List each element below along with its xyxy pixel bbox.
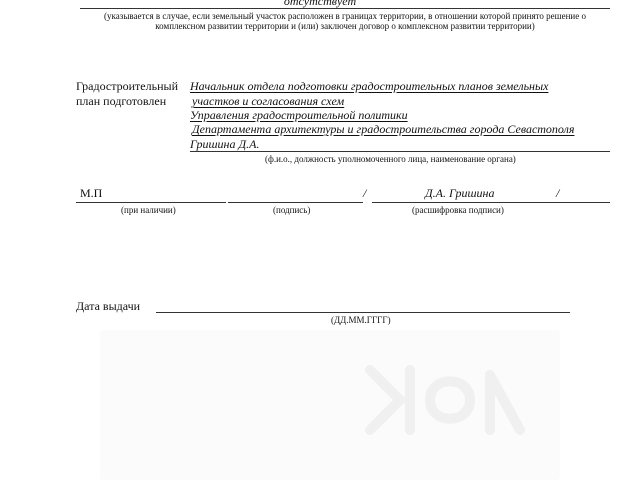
status-value: отсутствует bbox=[283, 0, 357, 8]
stamp-line bbox=[76, 202, 226, 203]
status-underline bbox=[80, 8, 610, 9]
decode-caption: (расшифровка подписи) bbox=[412, 205, 504, 215]
status-note: (указывается в случае, если земельный участок расположен в границах территории, в отношении которой принято решение о комплексном развитии территории и (или) заключен договор о комплексном развитии территории) bbox=[104, 11, 586, 31]
stamp-label: М.П bbox=[80, 186, 103, 200]
slash-right: / bbox=[556, 186, 560, 200]
prepared-label-line2: план подготовлен bbox=[76, 94, 167, 108]
signature-caption: (подпись) bbox=[273, 205, 311, 215]
issue-date-label: Дата выдачи bbox=[76, 299, 141, 313]
prepared-line-2: участков и согласования схем bbox=[192, 94, 345, 108]
decode-line bbox=[372, 202, 610, 203]
issue-date-caption: (ДД.ММ.ГГГГ) bbox=[331, 315, 391, 325]
prepared-underline bbox=[190, 151, 610, 152]
watermark-logo bbox=[100, 330, 560, 480]
prepared-caption: (ф.и.о., должность уполномоченного лица, наименование органа) bbox=[265, 154, 516, 164]
prepared-line-4: Департамента архитектуры и градостроительства города Севастополя bbox=[192, 122, 575, 136]
issue-date-line bbox=[156, 312, 570, 313]
slash-left: / bbox=[363, 186, 367, 200]
signer-name: Д.А. Гришина bbox=[425, 186, 495, 200]
prepared-line-5: Гришина Д.А. bbox=[190, 137, 260, 151]
prepared-line-1: Начальник отдела подготовки градостроительных планов земельных bbox=[190, 79, 549, 93]
prepared-label-line1: Градостроительный bbox=[76, 79, 178, 93]
prepared-line-3: Управления градостроительной политики bbox=[190, 108, 408, 122]
stamp-caption: (при наличии) bbox=[121, 205, 176, 215]
signature-line bbox=[228, 202, 363, 203]
